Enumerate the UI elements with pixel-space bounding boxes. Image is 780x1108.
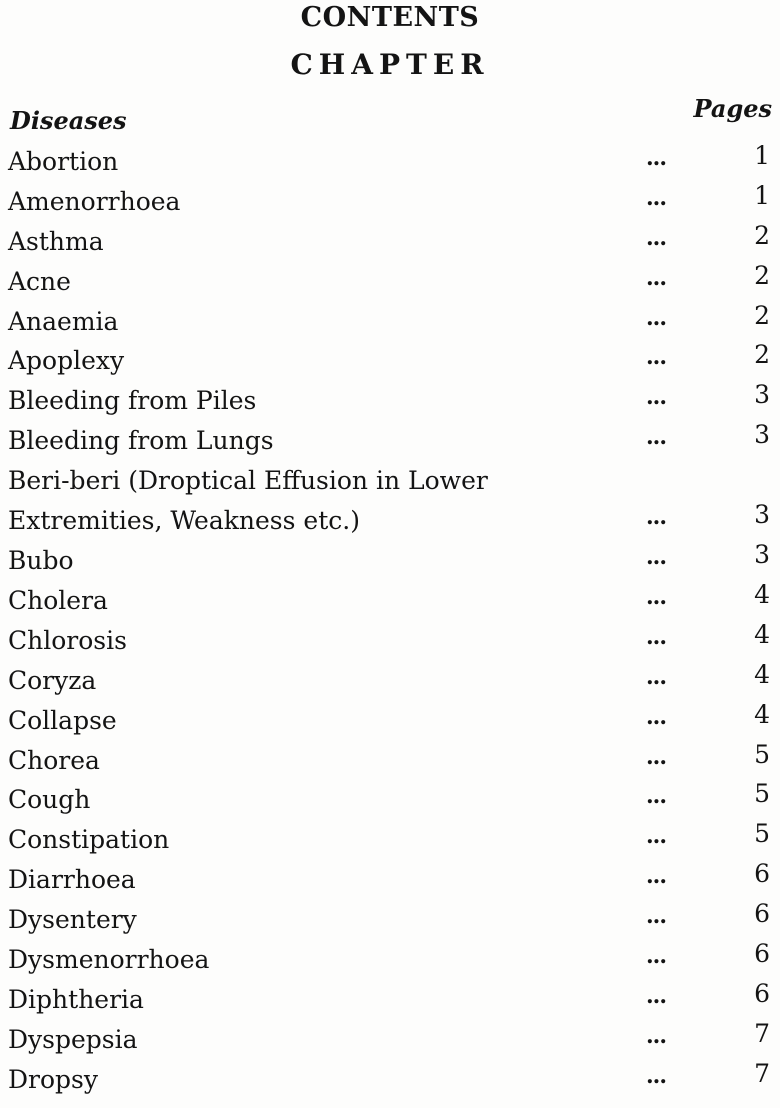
contents-entry xyxy=(0,779,780,819)
contents-entry xyxy=(0,460,780,540)
leader-dots: ... xyxy=(646,304,666,331)
contents-entry xyxy=(0,420,780,460)
page-number: 6 xyxy=(754,939,770,969)
disease-name: Collapse xyxy=(8,705,117,735)
page-number: 3 xyxy=(754,420,770,450)
contents-entry xyxy=(0,1059,780,1099)
chapter-heading: CHAPTER xyxy=(290,48,490,81)
disease-name-continuation: Extremities, Weakness etc.) xyxy=(8,506,360,536)
disease-name: Asthma xyxy=(8,226,104,256)
disease-name: Amenorrhoea xyxy=(8,186,181,216)
contents-entry xyxy=(0,700,780,740)
leader-dots: ... xyxy=(646,783,666,810)
disease-name: Cough xyxy=(8,785,91,815)
page-number: 1 xyxy=(754,180,770,210)
leader-dots: ... xyxy=(646,663,666,690)
disease-name: Dysentery xyxy=(8,905,137,935)
disease-name: Dyspepsia xyxy=(8,1024,138,1054)
leader-dots: ... xyxy=(646,344,666,371)
page-number: 2 xyxy=(754,220,770,250)
leader-dots: ... xyxy=(646,504,666,531)
contents-entry xyxy=(0,181,780,221)
disease-name: Dysmenorrhoea xyxy=(8,945,210,975)
contents-entry xyxy=(0,979,780,1019)
contents-entry xyxy=(0,141,780,181)
disease-name: Bleeding from Lungs xyxy=(8,426,274,456)
leader-dots: ... xyxy=(646,384,666,411)
contents-entry xyxy=(0,859,780,899)
disease-name: Diarrhoea xyxy=(8,865,136,895)
page-number: 4 xyxy=(754,580,770,610)
contents-entry xyxy=(0,899,780,939)
disease-name: Constipation xyxy=(8,825,170,855)
page-number: 7 xyxy=(754,1058,770,1088)
disease-name: Chorea xyxy=(8,745,100,775)
leader-dots: ... xyxy=(646,863,666,890)
leader-dots: ... xyxy=(646,424,666,451)
contents-entry xyxy=(0,580,780,620)
page-number: 2 xyxy=(754,340,770,370)
disease-name: Bubo xyxy=(8,546,74,576)
leader-dots: ... xyxy=(646,743,666,770)
diseases-column-header: Diseases xyxy=(10,106,127,135)
page-number: 7 xyxy=(754,1018,770,1048)
leader-dots: ... xyxy=(646,1062,666,1089)
page-number: 3 xyxy=(754,540,770,570)
contents-entry xyxy=(0,660,780,700)
contents-entry xyxy=(0,540,780,580)
leader-dots: ... xyxy=(646,224,666,251)
page-number: 6 xyxy=(754,978,770,1008)
page-number: 6 xyxy=(754,859,770,889)
disease-name: Diphtheria xyxy=(8,984,144,1014)
leader-dots: ... xyxy=(646,903,666,930)
leader-dots: ... xyxy=(646,1022,666,1049)
disease-name: Apoplexy xyxy=(8,346,125,376)
disease-name: Acne xyxy=(8,266,71,296)
contents-entry xyxy=(0,301,780,341)
disease-name: Dropsy xyxy=(8,1064,99,1094)
disease-name: Beri-beri (Droptical Effusion in Lower xyxy=(8,466,488,496)
page-number: 2 xyxy=(754,260,770,290)
page-title: CONTENTS xyxy=(300,2,480,33)
leader-dots: ... xyxy=(646,982,666,1009)
disease-name: Cholera xyxy=(8,586,108,616)
contents-entry xyxy=(0,221,780,261)
page-number: 3 xyxy=(754,500,770,530)
leader-dots: ... xyxy=(646,623,666,650)
leader-dots: ... xyxy=(646,544,666,571)
page-number: 5 xyxy=(754,779,770,809)
page-number: 4 xyxy=(754,619,770,649)
leader-dots: ... xyxy=(646,264,666,291)
leader-dots: ... xyxy=(646,823,666,850)
disease-name: Coryza xyxy=(8,665,97,695)
contents-entry xyxy=(0,939,780,979)
contents-entry xyxy=(0,380,780,420)
contents-entry xyxy=(0,340,780,380)
contents-entry xyxy=(0,819,780,859)
contents-entry xyxy=(0,740,780,780)
disease-name: Abortion xyxy=(8,147,119,176)
page-number: 3 xyxy=(754,380,770,410)
leader-dots: ... xyxy=(646,703,666,730)
page-number: 4 xyxy=(754,659,770,689)
leader-dots: ... xyxy=(646,943,666,970)
leader-dots: ... xyxy=(646,584,666,611)
contents-entry xyxy=(0,261,780,301)
contents-entry xyxy=(0,1019,780,1059)
disease-name: Bleeding from Piles xyxy=(8,386,257,416)
page-number: 4 xyxy=(754,699,770,729)
pages-column-header: Pages xyxy=(693,94,772,123)
page-number: 5 xyxy=(754,819,770,849)
page-number: 6 xyxy=(754,899,770,929)
page-number: 2 xyxy=(754,300,770,330)
page-number: 5 xyxy=(754,739,770,769)
disease-name: Chlorosis xyxy=(8,625,127,655)
contents-list xyxy=(0,141,780,1099)
page-number: 1 xyxy=(754,141,770,170)
contents-entry xyxy=(0,620,780,660)
disease-name: Anaemia xyxy=(8,306,119,336)
leader-dots: ... xyxy=(646,184,666,211)
leader-dots: ... xyxy=(646,145,666,171)
